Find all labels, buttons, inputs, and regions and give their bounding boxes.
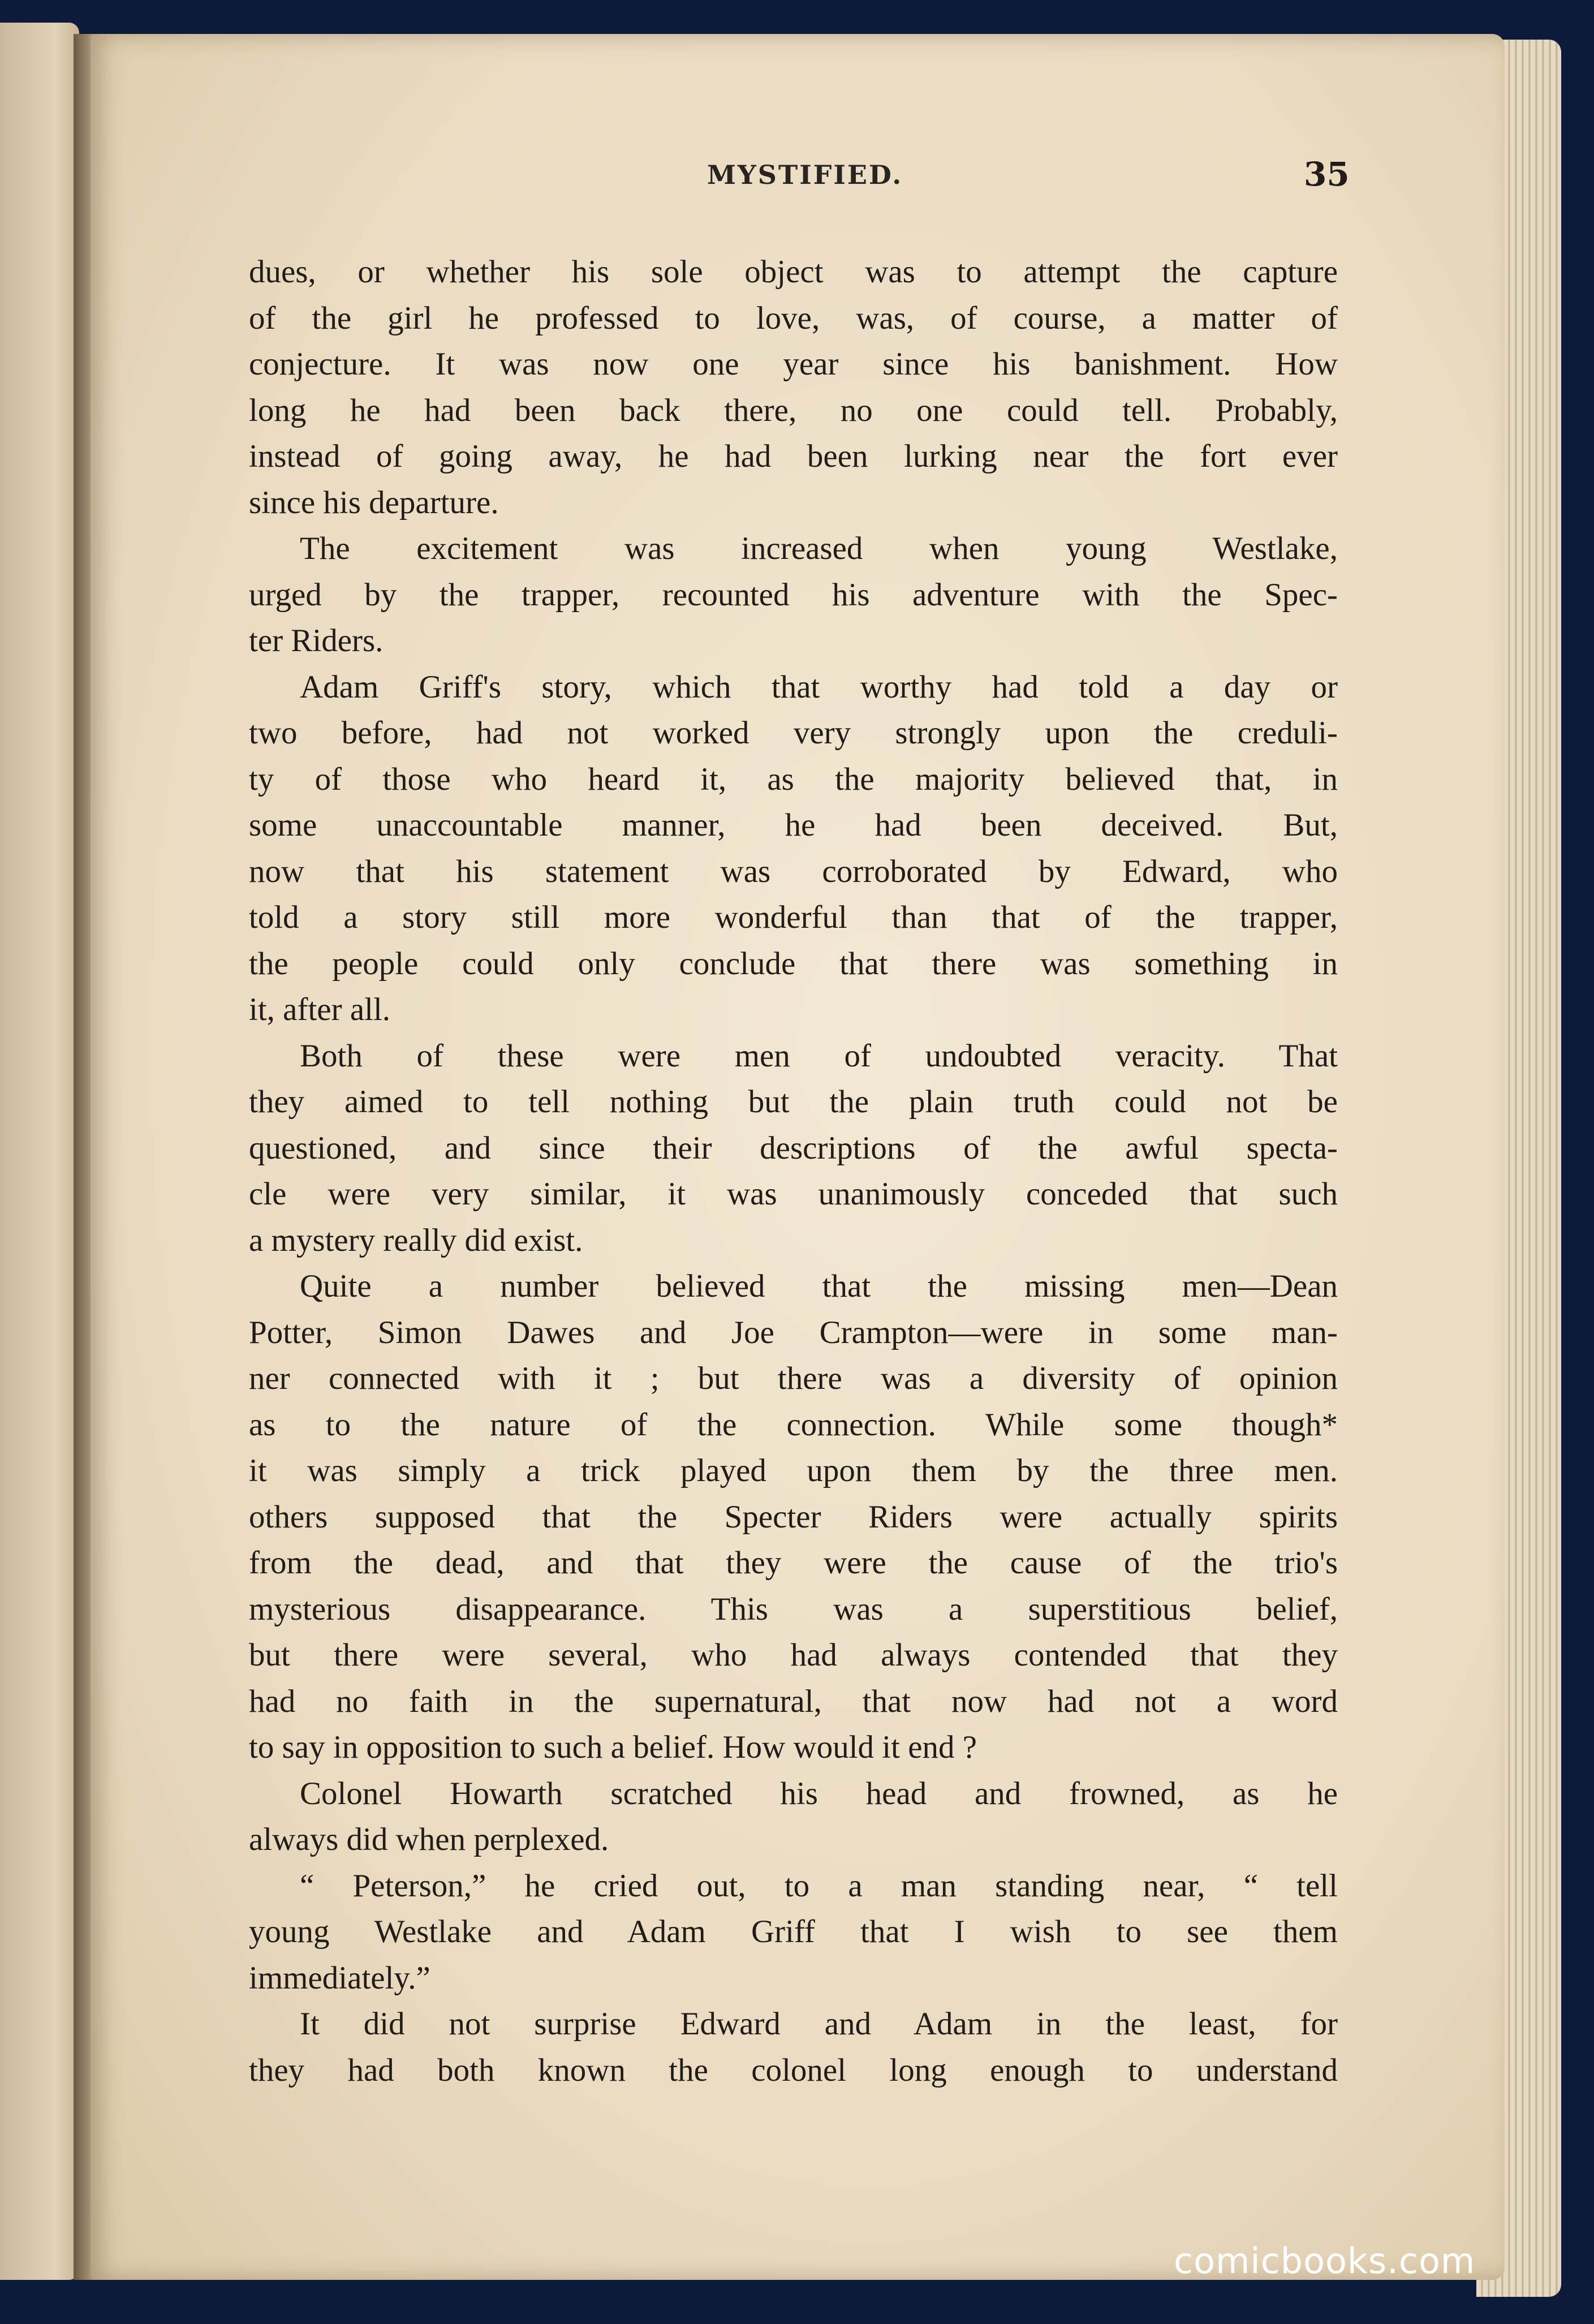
text-line: the people could only conclude that there was something in bbox=[249, 945, 1338, 982]
text-line: ner connected with it ; but there was a diversity of opinion bbox=[249, 1361, 1338, 1396]
text-line: but there were several, who had always contended that they bbox=[249, 1637, 1338, 1673]
text-line: dues, or whether his sole object was to attempt the capture bbox=[249, 254, 1338, 290]
text-line: Potter, Simon Dawes and Joe Crampton—were in some man- bbox=[249, 1314, 1338, 1350]
page-number: 35 bbox=[1304, 155, 1350, 193]
text-line: now that his statement was corroborated by Edward, who bbox=[249, 853, 1338, 889]
facing-page-edge bbox=[0, 23, 79, 2280]
text-line: they had both known the colonel long enough to understand bbox=[249, 2052, 1338, 2088]
text-line: had no faith in the supernatural, that now had not a word bbox=[249, 1683, 1338, 1719]
body-text bbox=[249, 249, 1338, 2093]
running-head: MYSTIFIED. bbox=[707, 160, 903, 190]
text-line: always did when perplexed. bbox=[249, 1822, 609, 1857]
text-line: they aimed to tell nothing but the plain truth could not be bbox=[249, 1084, 1338, 1120]
text-line: Quite a number believed that the missing men—Dean bbox=[300, 1268, 1338, 1304]
text-line: some unaccountable manner, he had been deceived. But, bbox=[249, 807, 1338, 843]
text-line: urged by the trapper, recounted his adventure with the Spec- bbox=[249, 576, 1338, 613]
text-line: It did not surprise Edward and Adam in the least, for bbox=[300, 2006, 1338, 2042]
text-line: of the girl he professed to love, was, of course, a matter of bbox=[249, 300, 1338, 336]
text-line: as to the nature of the connection. While some though* bbox=[249, 1406, 1338, 1443]
text-line: questioned, and since their descriptions of the awful specta- bbox=[249, 1130, 1338, 1166]
text-line: since his departure. bbox=[249, 484, 499, 520]
text-line: Adam Griff's story, which that worthy had told a day or bbox=[300, 669, 1338, 705]
text-line: long he had been back there, no one could tell. Probably, bbox=[249, 392, 1338, 428]
text-line: it was simply a trick played upon them by the three men. bbox=[249, 1453, 1338, 1488]
text-line: cle were very similar, it was unanimously conceded that such bbox=[249, 1176, 1338, 1212]
text-line: immediately.” bbox=[249, 1960, 430, 1996]
text-line: Both of these were men of undoubted veracity. That bbox=[300, 1038, 1338, 1074]
text-line: ter Riders. bbox=[249, 623, 384, 659]
text-line: young Westlake and Adam Griff that I wish to see them bbox=[249, 1914, 1338, 1949]
text-line: a mystery really did exist. bbox=[249, 1222, 583, 1258]
text-line: Colonel Howarth scratched his head and frowned, as he bbox=[300, 1775, 1338, 1811]
text-line: two before, had not worked very strongly upon the creduli- bbox=[249, 715, 1338, 751]
text-line: told a story still more wonderful than that of the trapper, bbox=[249, 900, 1338, 935]
text-line: The excitement was increased when young Westlake, bbox=[300, 531, 1338, 566]
text-line: “ Peterson,” he cried out, to a man standing near, “ tell bbox=[300, 1867, 1338, 1904]
text-line: it, after all. bbox=[249, 992, 391, 1027]
text-line: mysterious disappearance. This was a superstitious belief, bbox=[249, 1591, 1338, 1627]
text-line: others supposed that the Specter Riders were actually spirits bbox=[249, 1499, 1338, 1535]
text-line: conjecture. It was now one year since his banishment. How bbox=[249, 346, 1338, 382]
text-line: instead of going away, he had been lurking near the fort ever bbox=[249, 438, 1338, 474]
text-line: ty of those who heard it, as the majority believed that, in bbox=[249, 761, 1338, 797]
text-line: to say in opposition to such a belief. How would it end ? bbox=[249, 1729, 977, 1765]
site-watermark: comicbooks.com bbox=[1174, 2240, 1476, 2282]
text-line: from the dead, and that they were the cause of the trio's bbox=[249, 1545, 1338, 1581]
